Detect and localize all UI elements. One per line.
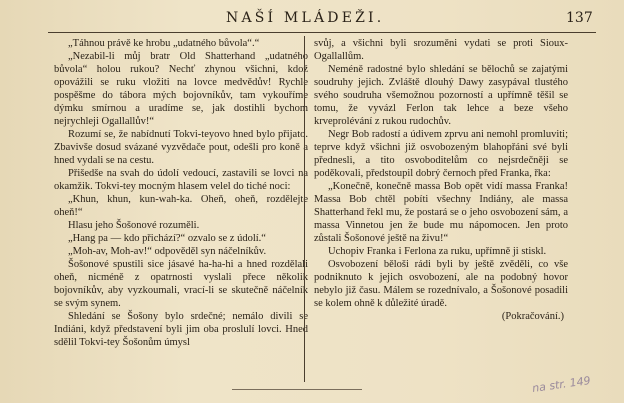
paragraph: Osvobození běloši rádi byli by ještě zvěděli, co vše podniknuto k jejich osvobození, ale na podobný hovor nebylo již času. Málem se rozednívalo, a Šošonové posadili se kolem ohně k důležité úradě. [314, 259, 568, 309]
paragraph: „Hang pa — kdo přichází?“ ozvalo se z údolí.“ [68, 233, 266, 244]
right-column [314, 37, 568, 323]
paragraph: Negr Bob radostí a údivem zprvu ani nemohl promluviti; teprve když všichni již osvobozeným blahopřáni své byli přednesli, a tito osvoboditelům co nejsrdečněji se poděkovali, předstoupil dobrý černoch před Franka, řka: [314, 129, 568, 179]
paragraph: (Pokračování.) [501, 311, 564, 322]
paragraph: Shledání se Šošony bylo srdečné; nemálo divili se Indiáni, když představení byli jim oba proslulí lovci. Hned sdělil Tokvi-tey Šošonům úmysl [54, 311, 308, 348]
magazine-title: NAŠÍ MLÁDEŽI. [226, 10, 385, 26]
paragraph: „Konečně, konečně massa Bob opět vidí massa Franka! Massa Bob chtěl pobíti všechny Indiány, ale massa Shatterhand řekl mu, že postará se o jeho osvobození sám, a massa Vinnetou jen že bude mu nápomocen. Jen proto zůstali Šošonové ještě na živu!“ [314, 181, 568, 244]
page-header [0, 8, 624, 30]
paragraph: „Táhnou právě ke hrobu „udatného bůvola“.“ [68, 38, 260, 49]
left-column [54, 37, 308, 349]
paragraph: Uchopiv Franka i Ferlona za ruku, upřímně ji stiskl. [328, 246, 547, 257]
paragraph: Šošonové spustili sice jásavé ha-ha-hi a hned rozdělali oheň, nicméně z opatrnosti vyslali přece několik bojovníkův, aby vyzkoumali, vrací-li se skutečně náčelník se svým synem. [54, 259, 308, 309]
column-divider [304, 36, 305, 382]
paragraph: Hlasu jeho Šošonové rozuměli. [68, 220, 200, 231]
header-rule [48, 32, 596, 33]
page-number: 137 [566, 10, 593, 26]
paragraph: Neméně radostné bylo shledání se bělochů se zajatými soudruhy jejich. Zvláště dlouhý Dawy zasypával tlustého svého soudruha všemožnou pozorností a upřímně těšil se tomu, že vyvázl Ferlon tak lehce a beze všeho krveprolévání z rukou rudochův. [314, 64, 568, 127]
handwritten-note: na str. 149 [531, 373, 592, 396]
paragraph: „Moh-av, Moh-av!“ odpověděl syn náčelníkův. [68, 246, 267, 257]
paragraph: „Nezabil-li můj bratr Old Shatterhand „udatného bůvola“ holou rukou? Nechť zhynou všichni, kdož opovážili se ruku vložiti na lovce medvědův! Rychle pospěšme do tábora mých bojovníkův, tam vykouříme dýmku smírnou a uradíme se, jak dostihli bychom nejrychleji Ogallallův!“ [54, 51, 308, 127]
footer-rule [232, 389, 362, 390]
paragraph: Přišedše na svah do údolí vedoucí, zastavili se lovci na okamžik. Tokvi-tey mocným hlasem velel do tiché noci: [54, 168, 308, 192]
paragraph: svůj, a všichni byli srozuměni vydati se proti Sioux-Ogallallům. [314, 38, 568, 62]
paragraph: „Khun, khun, kun-wah-ka. Oheň, oheň, rozdělejte oheň!“ [54, 194, 308, 218]
paragraph: Rozumí se, že nabídnutí Tokvi-teyovo hned bylo přijato. Zbavivše dosud svázané vyzvědače pout, odešli pro koně a hned vydali se na cestu. [54, 129, 308, 166]
